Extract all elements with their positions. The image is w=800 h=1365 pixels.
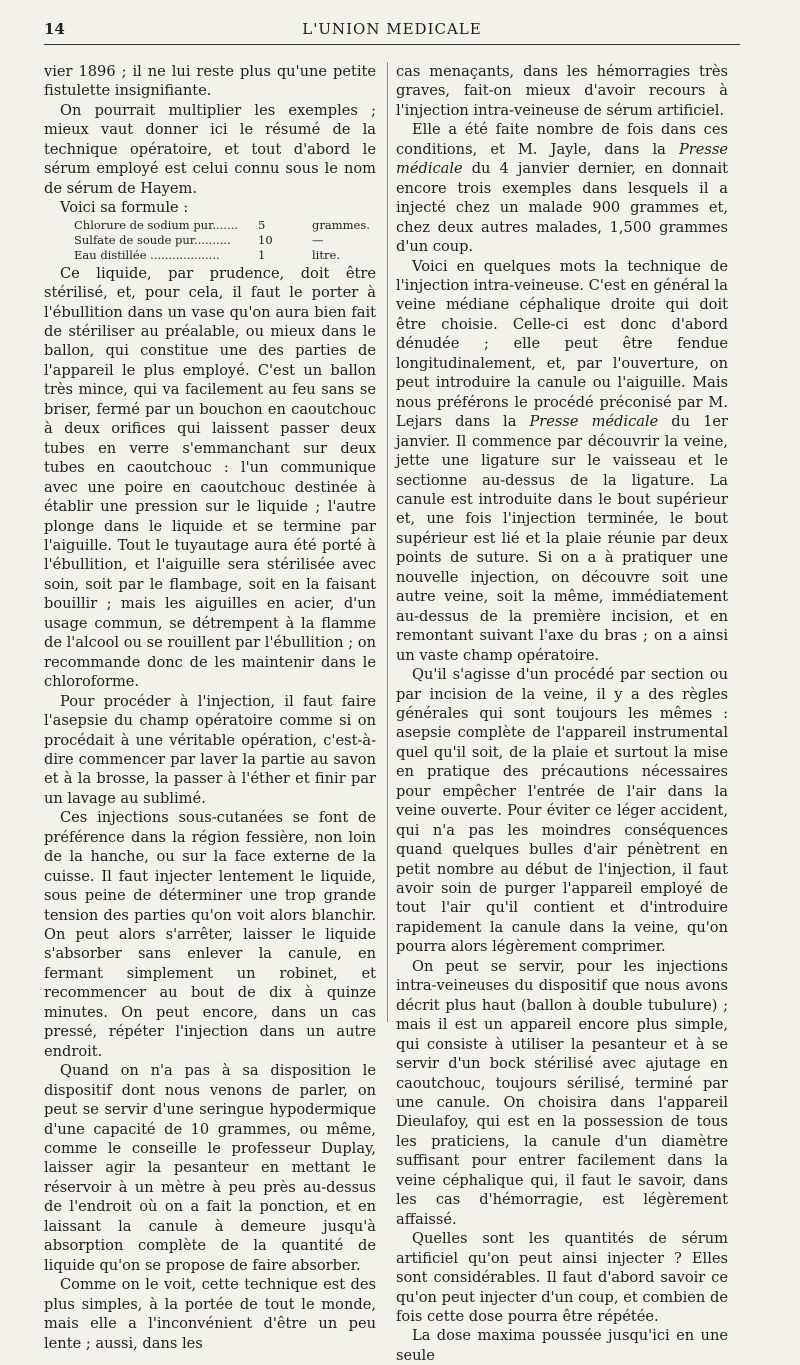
text-run: du 1er janvier. Il commence par découvrir la veine, jette une ligature sur le vaisseau et le sectionne au-dessus de la ligature. La canule est introduite dans le bout supérieur et, une fois l'injection terminée, le bout supérieur est lié et la plaie réunie par deux points de suture. Si on a à pratiquer une nouvelle injection, on découvre soit une autre veine, soit la même, immédiatement au-dessus de la première incision, et en remontant suivant l'axe du bras ; on a ainsi un vaste champ opératoire. — [396, 413, 728, 664]
text-run: du 4 janvier dernier, en donnait encore trois exemples dans lesquels il a injecté chez un malade 900 grammes et, chez deux autres malades, 1,500 grammes d'un coup. — [396, 160, 728, 256]
left-column — [44, 62, 376, 1353]
journal-title: Presse médicale — [396, 140, 728, 178]
paragraph: cas menaçants, dans les hémorragies très graves, fait-on mieux d'avoir recours à l'injection intra-veineuse de sérum artificiel. — [396, 63, 728, 119]
formula-quantity: 10 — [258, 232, 273, 247]
paragraph: Pour procéder à l'injection, il faut faire l'asepsie du champ opératoire comme si on procédait à une véritable opération, c'est-à-dire commencer par laver la partie au savon et à la brosse, la passer à l'éther et finir par un lavage au sublimé. — [44, 692, 376, 807]
formula-table — [74, 218, 376, 263]
running-title: L'UNION MEDICALE — [302, 20, 482, 38]
paragraph — [396, 120, 728, 256]
formula-ingredient: Chlorure de sodium pur....... — [74, 217, 238, 232]
paragraph: Voici sa formule : — [60, 199, 189, 217]
paragraph: On peut se servir, pour les injections intra-veineuses du dispositif que nous avons décrit plus haut (ballon à double tubulure) ; mais il est un appareil encore plus simple, qui consiste à utiliser la pesanteur et à se servir d'un bock stérilisé avec ajutage en caoutchouc, toujours sérilisé, terminé par une canule. On choisira dans l'appareil Dieulafoy, qui est en la possession de tous les praticiens, la canule d'un diamètre suffisant pour entrer facilement dans la veine céphalique qui, il faut le savoir, dans les cas d'hémorragie, est légèrement affaissé. — [396, 957, 728, 1228]
page-number: 14 — [44, 20, 65, 38]
formula-quantity: 5 — [258, 217, 266, 232]
text-run: Voici en quelques mots la technique de l'injection intra-veineuse. C'est en général la veine médiane céphalique droite qui doit être choisie. Celle-ci est donc d'abord dénudée ; elle peut être fendue longitudinalement, et, par l'ouverture, on peut introduire la canule ou l'aiguille. Mais nous préférons le procédé préconisé par M. Lejars dans la — [396, 257, 728, 431]
formula-unit: litre. — [312, 247, 340, 262]
text-run: Elle a été faite nombre de fois dans ces conditions, et M. Jayle, dans la — [396, 121, 728, 158]
paragraph — [396, 257, 728, 666]
paragraph: La dose maxima poussée jusqu'ici en une seule — [396, 1327, 728, 1364]
formula-row — [74, 218, 376, 233]
formula-row — [74, 233, 376, 248]
paragraph: Quand on n'a pas à sa disposition le dispositif dont nous venons de parler, on peut se servir d'une seringue hypodermique d'une capacité de 10 grammes, ou même, comme le conseille le professeur Duplay, laisser agir la pesanteur en mettant le réservoir à un mètre à peu près au-dessus de l'endroit où on a fait la ponction, et en laissant la canule à demeure jusqu'à absorption complète de la quantité de liquide qu'on se propose de faire absorber. — [44, 1062, 376, 1274]
running-header — [44, 18, 740, 45]
paragraph: Comme on le voit, cette technique est des plus simples, à la portée de tout le monde, mais elle a l'inconvénient d'être un peu lente ; aussi, dans les — [44, 1276, 376, 1352]
formula-unit: grammes. — [312, 217, 370, 232]
journal-title: Presse médicale — [529, 413, 659, 431]
formula-ingredient: Sulfate de soude pur.......... — [74, 232, 231, 247]
formula-row — [74, 248, 376, 263]
formula-quantity: 1 — [258, 247, 266, 262]
column-divider — [387, 62, 388, 1022]
formula-unit: — — [312, 232, 324, 247]
right-column — [396, 62, 728, 1365]
paragraph: Qu'il s'agisse d'un procédé par section ou par incision de la veine, il y a des règles générales qui sont toujours les mêmes : asepsie complète de l'appareil instrumental quel qu'il soit, de la plaie et surtout la mise en pratique des précautions nécessaires pour empêcher l'entrée de l'air dans la veine ouverte. Pour éviter ce léger accident, qui n'a pas les moindres conséquences quand quelques bulles d'air pénètrent en petit nombre au début de l'injection, il faut avoir soin de purger l'appareil employé de tout l'air qu'il contient et d'introduire rapidement la canule dans la veine, qu'on pourra alors légèrement comprimer. — [396, 666, 728, 956]
formula-ingredient: Eau distillée ................... — [74, 247, 220, 262]
paragraph: Quelles sont les quantités de sérum artificiel qu'on peut ainsi injecter ? Elles sont considérables. Il faut d'abord savoir ce qu'on peut injecter d'un coup, et combien de fois cette dose pourra être répétée. — [396, 1230, 728, 1325]
paragraph: Ce liquide, par prudence, doit être stérilisé, et, pour cela, il faut le porter à l'ébullition dans un vase qu'on aura bien fait de stériliser au préalable, ou mieux dans le ballon, qui constitue une des parties de l'appareil le plus employé. C'est un ballon très mince, qui va facilement au feu sans se briser, fermé par un bouchon en caoutchouc à deux orifices qui laissent passer deux tubes en verre s'emmanchant sur deux tubes en caoutchouc : l'un communique avec une poire en caoutchouc destinée à établir une pression sur le liquide ; l'autre plonge dans le liquide et se termine par l'aiguille. Tout le tuyautage aura été porté à l'ébullition, et l'aiguille sera stérilisée avec soin, soit par le flambage, soit en la faisant bouillir ; mais les aiguilles en acier, d'un usage commun, se détrempent à la flamme de l'alcool ou se rouillent par l'ébullition ; on recommande donc de les maintenir dans le chloroforme. — [44, 264, 376, 691]
paragraph: Ces injections sous-cutanées se font de préférence dans la région fessière, non loin de la hanche, ou sur la face externe de la cuisse. Il faut injecter lentement le liquide, sous peine de déterminer une trop grande tension des parties qu'on voit alors blanchir. On peut alors s'arrêter, laisser le liquide s'absorber sans enlever la canule, en fermant simplement un robinet, et recommencer au bout de dix à quinze minutes. On peut encore, dans un cas pressé, répéter l'injection dans un autre endroit. — [44, 809, 376, 1060]
paragraph: On pourrait multiplier les exemples ; mieux vaut donner ici le résumé de la technique opératoire, et tout d'abord le sérum employé est celui connu sous le nom de sérum de Hayem. — [44, 101, 376, 197]
paragraph: vier 1896 ; il ne lui reste plus qu'une petite fistulette insignifiante. — [44, 63, 376, 100]
